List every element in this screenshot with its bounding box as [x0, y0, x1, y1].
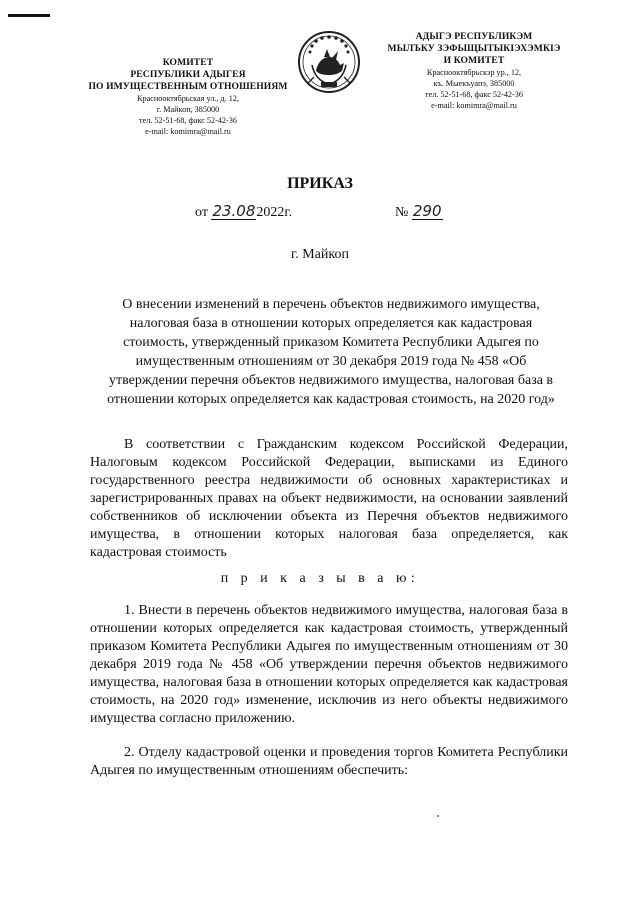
org-address-adyghe-street: Краснооктябрьскэр ур., 12, — [426, 68, 522, 77]
preamble-paragraph — [90, 436, 568, 562]
date-prefix: от — [195, 205, 208, 220]
org-name-adyghe-line1: АДЫГЭ РЕСПУБЛИКЭМ — [415, 31, 533, 42]
org-address-street: Краснооктябрьская ул., д. 12, — [137, 94, 239, 103]
scan-speck — [437, 815, 439, 817]
org-email: e-mail: komimra@mail.ru — [145, 127, 231, 136]
org-phone: тел. 52-51-68, факс 52-42-36 — [139, 116, 237, 125]
item-2-paragraph — [90, 744, 568, 780]
handwritten-date: 23.08 — [212, 202, 256, 220]
org-phone-adyghe: тел. 52-51-68, факс 52-42-36 — [425, 90, 523, 99]
item-1-text: 1. Внести в перечень объектов недвижимого имущества, налоговая база в отношении которых определяется как кадастровая стоимость, утвержденный приказом Комитета Республики Адыгея по имущественным отношениям от 30 декабря 2019 года № 458 «Об утверждении перечня объектов недвижимого имущества, налоговая база в отношении которых определяется как кадастровая стоимость, на 2020 год» изменение, исключив из него объекты недвижимого имущества согласно приложению. — [90, 603, 568, 726]
date-year: 2022г. — [256, 205, 293, 220]
item-1-paragraph — [90, 602, 568, 728]
org-name-line3: ПО ИМУЩЕСТВЕННЫМ ОТНОШЕНИЯМ — [88, 81, 288, 92]
org-email-adyghe: e-mail: komimra@mail.ru — [431, 101, 517, 110]
org-name-adyghe-line2: МЫЛЪКУ ЗЭФЫЩЫТЫКІЭХЭМКІЭ — [387, 43, 561, 54]
org-name-line2: РЕСПУБЛИКИ АДЫГЕЯ — [130, 69, 246, 80]
city-line: г. Майкоп — [291, 247, 349, 262]
number-sign: № — [395, 205, 409, 220]
org-name-line1: КОМИТЕТ — [162, 57, 214, 68]
order-subject: О внесении изменений в перечень объектов недвижимого имущества, налоговая база в отношении которых определяется как кадастровая стоимость, утвержденный приказом Комитета Республики Адыгея по имущественным отношениям от 30 декабря 2019 года № 458 «Об утверждении перечня объектов недвижимого имущества, налоговая база в отношении которых определяется как кадастровая стоимость, на 2020 год» — [107, 297, 555, 407]
handwritten-number: 290 — [412, 202, 442, 220]
org-address-city: г. Майкоп, 385000 — [156, 105, 220, 114]
preamble-text: В соответствии с Гражданским кодексом Российской Федерации, Налоговым кодексом Российской Федерации, выписками из Единого государственного реестра недвижимости об основных характеристиках и зарегистрированных правах на объект недвижимости, на основании заявлений собственников об исключении объекта из Перечня объектов недвижимого имущества, в отношении которых налоговая база определяется, как кадастровая стоимость — [90, 437, 568, 560]
org-name-adyghe-line3: И КОМИТЕТ — [443, 55, 505, 66]
order-word: п р и к а з ы в а ю: — [220, 571, 420, 586]
header-left-block — [72, 57, 304, 137]
coat-of-arms-icon — [294, 27, 364, 97]
header-right-block — [374, 31, 574, 111]
top-margin-mark — [8, 14, 50, 17]
date-number-row — [195, 203, 475, 225]
item-2-text: 2. Отделу кадастровой оценки и проведения торгов Комитета Республики Адыгея по имущественным отношениям обеспечить: — [90, 745, 568, 778]
org-address-adyghe-city: къ. Мыекъуапэ, 385000 — [433, 79, 515, 88]
number-block — [395, 203, 443, 221]
document-title: ПРИКАЗ — [287, 175, 353, 192]
